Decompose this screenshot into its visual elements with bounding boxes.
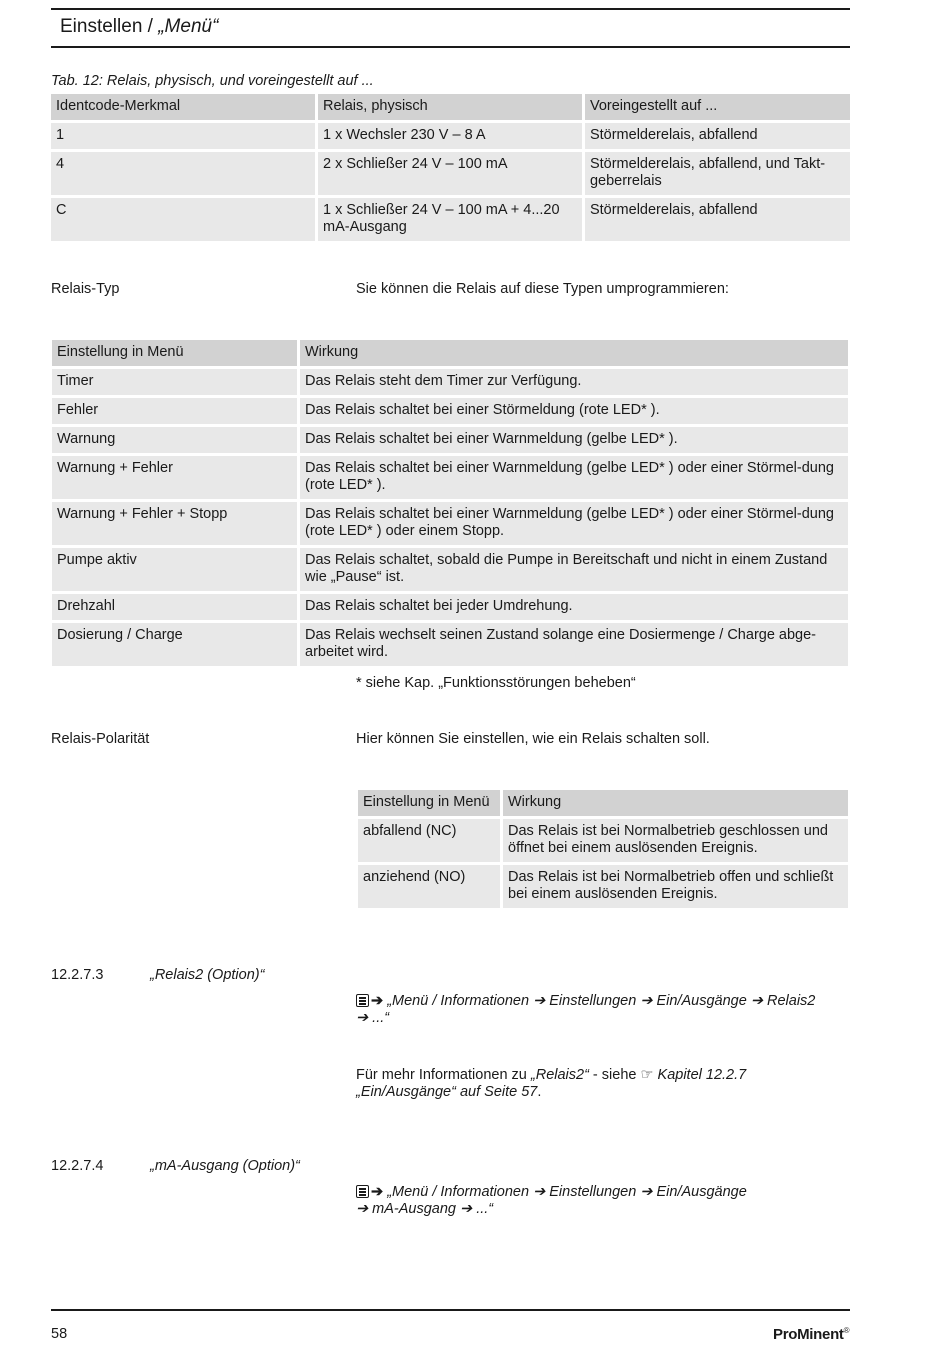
table-cell: Timer bbox=[52, 369, 297, 395]
table-cell: Fehler bbox=[52, 398, 297, 424]
header-bottom-rule bbox=[51, 46, 850, 48]
table-cell: Störmelderelais, abfallend, und Takt-geberrelais bbox=[585, 152, 850, 195]
header-top-rule bbox=[51, 8, 850, 10]
menu-path: ➔ „Menü / Informationen ➔ Einstellungen ➔ Ein/Ausgänge ➔ mA-Ausgang ➔ ...“ bbox=[356, 1184, 747, 1217]
column-header: Einstellung in Menü bbox=[358, 790, 500, 816]
section-title: „mA-Ausgang (Option)“ bbox=[150, 1158, 300, 1174]
table-cell: Das Relais steht dem Timer zur Verfügung. bbox=[300, 369, 848, 395]
more-info-text: Für mehr Informationen zu „Relais2“ - siehe ☞ Kapitel 12.2.7 „Ein/Ausgänge“ auf Seite 57. bbox=[356, 1067, 747, 1100]
relais-polaritaet-table bbox=[355, 787, 851, 911]
table-cell: Das Relais schaltet bei einer Warnmeldung (gelbe LED* ) oder einer Störmel-dung (rote LED* ). bbox=[300, 456, 848, 499]
relais-typ-label: Relais-Typ bbox=[51, 281, 120, 297]
table-row bbox=[51, 152, 850, 195]
table-row bbox=[52, 623, 848, 666]
section-number: 12.2.7.3 bbox=[51, 967, 104, 983]
table-cell: Pumpe aktiv bbox=[52, 548, 297, 591]
table-row bbox=[52, 427, 848, 453]
table-cell: Störmelderelais, abfallend bbox=[585, 123, 850, 149]
chapter-link[interactable]: Kapitel 12.2.7 „Ein/Ausgänge“ auf Seite 57 bbox=[356, 1067, 747, 1100]
table-row bbox=[52, 594, 848, 620]
table-cell: Das Relais ist bei Normalbetrieb geschlossen und öffnet bei einem auslösenden Ereignis. bbox=[503, 819, 848, 862]
column-header: Identcode-Merkmal bbox=[51, 94, 315, 120]
table-cell: Drehzahl bbox=[52, 594, 297, 620]
table-cell: 4 bbox=[51, 152, 315, 195]
table-cell: 1 bbox=[51, 123, 315, 149]
table-cell: Warnung + Fehler bbox=[52, 456, 297, 499]
table-row bbox=[52, 548, 848, 591]
arrow-right-icon: ➔ bbox=[371, 1184, 384, 1200]
menu-list-icon bbox=[356, 994, 369, 1007]
table-cell: Dosierung / Charge bbox=[52, 623, 297, 666]
table-cell: Das Relais wechselt seinen Zustand solange eine Dosiermenge / Charge abge-arbeitet wird. bbox=[300, 623, 848, 666]
table-row bbox=[358, 819, 848, 862]
table-header-row bbox=[51, 94, 850, 120]
footer-rule bbox=[51, 1309, 850, 1311]
table-cell: Warnung + Fehler + Stopp bbox=[52, 502, 297, 545]
footnote: * siehe Kap. „Funktionsstörungen beheben“ bbox=[356, 675, 636, 691]
relais-polaritaet-label: Relais-Polarität bbox=[51, 731, 150, 747]
column-header: Relais, physisch bbox=[318, 94, 582, 120]
table-row bbox=[51, 198, 850, 241]
arrow-right-icon: ➔ bbox=[371, 993, 384, 1009]
table-cell: Das Relais schaltet bei einer Störmeldung (rote LED* ). bbox=[300, 398, 848, 424]
table-header-row bbox=[358, 790, 848, 816]
page-number: 58 bbox=[51, 1326, 68, 1342]
reference-hand-icon: ☞ bbox=[640, 1067, 654, 1083]
table-cell: Das Relais schaltet bei einer Warnmeldung (gelbe LED* ). bbox=[300, 427, 848, 453]
section-title: „Relais2 (Option)“ bbox=[150, 967, 265, 983]
relais-polaritaet-intro: Hier können Sie einstellen, wie ein Relais schalten soll. bbox=[356, 731, 710, 747]
column-header: Wirkung bbox=[503, 790, 848, 816]
table-row bbox=[52, 398, 848, 424]
section-number: 12.2.7.4 bbox=[51, 1158, 104, 1174]
table-row bbox=[358, 865, 848, 908]
table-cell: 1 x Schließer 24 V – 100 mA + 4...20 mA-Ausgang bbox=[318, 198, 582, 241]
table-cell: Störmelderelais, abfallend bbox=[585, 198, 850, 241]
table-cell: Das Relais schaltet, sobald die Pumpe in Bereitschaft und nicht in einem Zustand wie „Pause“ ist. bbox=[300, 548, 848, 591]
table-cell: abfallend (NC) bbox=[358, 819, 500, 862]
menu-list-icon bbox=[356, 1185, 369, 1198]
table-caption: Tab. 12: Relais, physisch, und voreingestellt auf ... bbox=[51, 73, 374, 89]
relais-typ-intro: Sie können die Relais auf diese Typen umprogrammieren: bbox=[356, 281, 729, 297]
table-cell: 1 x Wechsler 230 V – 8 A bbox=[318, 123, 582, 149]
table-row bbox=[52, 369, 848, 395]
relais-typ-table bbox=[49, 337, 851, 669]
table-row bbox=[52, 456, 848, 499]
table-header-row bbox=[52, 340, 848, 366]
table-cell: Warnung bbox=[52, 427, 297, 453]
table-row bbox=[52, 502, 848, 545]
table-cell: C bbox=[51, 198, 315, 241]
prominent-logo: ProMinent® bbox=[773, 1326, 850, 1343]
table-cell: Das Relais ist bei Normalbetrieb offen und schließt bei einem auslösenden Ereignis. bbox=[503, 865, 848, 908]
table-cell: Das Relais schaltet bei einer Warnmeldung (gelbe LED* ) oder einer Störmel-dung (rote LED* ) oder einem Stopp. bbox=[300, 502, 848, 545]
page-title: Einstellen / „Menü“ bbox=[60, 16, 219, 37]
table-cell: 2 x Schließer 24 V – 100 mA bbox=[318, 152, 582, 195]
column-header: Voreingestellt auf ... bbox=[585, 94, 850, 120]
column-header: Wirkung bbox=[300, 340, 848, 366]
menu-path: ➔ „Menü / Informationen ➔ Einstellungen ➔ Ein/Ausgänge ➔ Relais2 ➔ ...“ bbox=[356, 993, 816, 1026]
relais-physisch-table bbox=[48, 91, 853, 244]
table-cell: anziehend (NO) bbox=[358, 865, 500, 908]
table-cell: Das Relais schaltet bei jeder Umdrehung. bbox=[300, 594, 848, 620]
table-row bbox=[51, 123, 850, 149]
column-header: Einstellung in Menü bbox=[52, 340, 297, 366]
